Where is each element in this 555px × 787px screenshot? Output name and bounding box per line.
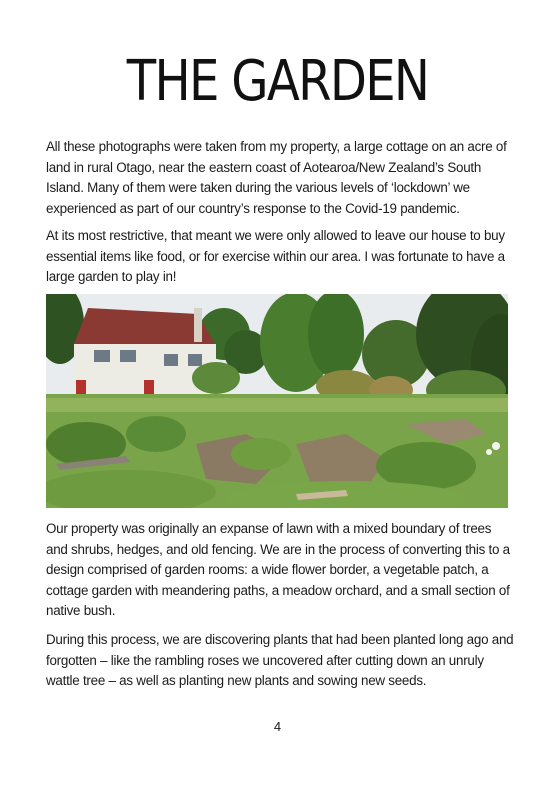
page-title: THE GARDEN (126, 49, 429, 114)
paragraph-lockdown: At its most restrictive, that meant we were only allowed to leave our house to buy essential items like food, or for exercise within our area. I was fortunate to have a large garden to play in! (46, 228, 505, 284)
garden-photo (46, 294, 508, 508)
garden-photo-illustration (46, 294, 508, 508)
page-number: 4 (273, 719, 282, 734)
paragraph-discovery: During this process, we are discovering plants that had been planted long ago and forgotten – like the rambling roses we uncovered after cutting down an unruly wattle tree – as well as planting new plants and sowing new seeds. (46, 632, 514, 688)
paragraph-intro: All these photographs were taken from my property, a large cottage on an acre of land in rural Otago, near the eastern coast of Aotearoa/New Zealand’s South Island. Many of them were taken during the various levels of ‘lockdown’ we experienced as part of our country’s response to the Covid-19 pandemic. (46, 139, 507, 216)
paragraph-property: Our property was originally an expanse of lawn with a mixed boundary of trees and shrubs, hedges, and old fencing. We are in the process of converting this to a design comprised of garden rooms: a wide flower border, a vegetable patch, a cottage garden with meandering paths, a meadow orchard, and a small section of native bush. (46, 521, 510, 618)
